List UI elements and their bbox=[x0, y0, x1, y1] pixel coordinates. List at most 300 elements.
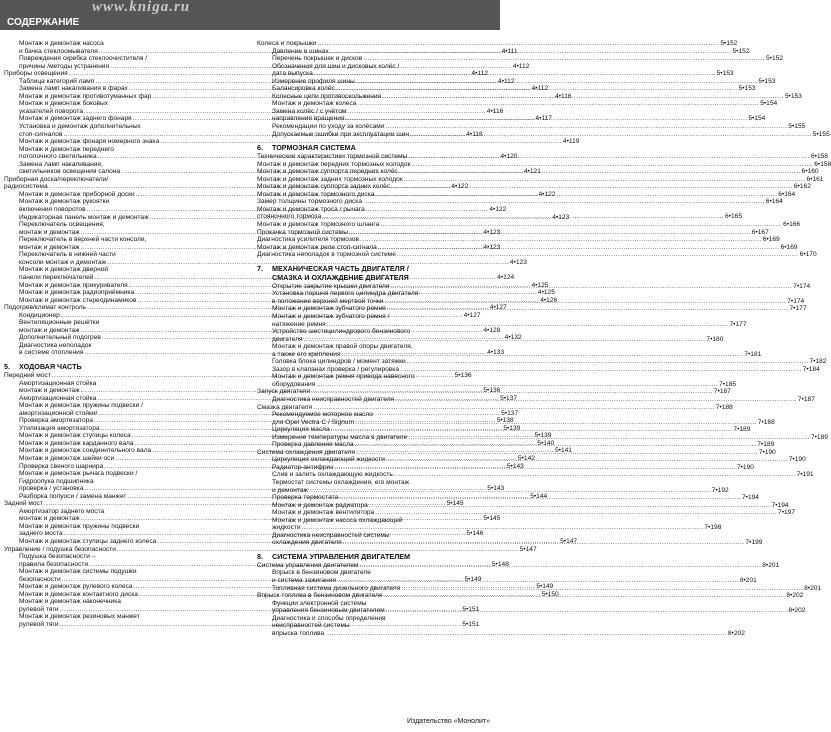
toc-entry-title: Циркуляция охлаждающей жидкости bbox=[272, 456, 385, 464]
toc-entry-page: 7•189 bbox=[757, 441, 775, 449]
toc-entry[interactable] bbox=[4, 568, 239, 576]
dot-leader bbox=[337, 577, 739, 585]
toc-entry-page: 7•190 bbox=[736, 463, 754, 471]
toc-entry-title: Рекомендации по уходу за колёсами bbox=[272, 123, 385, 131]
toc-entry-title: Монтаж и демонтаж передних тормозных колодок bbox=[257, 160, 411, 168]
toc-entry-title: Утилизация амортизатора bbox=[19, 424, 100, 432]
toc-entry-title: Рекомендуемое моторное масло bbox=[272, 411, 373, 419]
toc-entry-title: Диагностика неполадок в тормозной системе bbox=[257, 251, 396, 259]
toc-entry-page: 5•155 bbox=[788, 123, 806, 131]
toc-entry-page: 7•187 bbox=[797, 395, 815, 403]
toc-entry-page: 4•123 bbox=[552, 213, 570, 221]
toc-entry-title: рулевой тяги bbox=[19, 605, 59, 613]
toc-entry-title: потолочного светильника bbox=[19, 153, 97, 161]
section-title: СМАЗКА И ОХЛАЖДЕНИЕ ДВИГАТЕЛЯ bbox=[272, 272, 409, 282]
toc-entry-title: Подогрев/климат контроль bbox=[4, 304, 87, 312]
toc-entry[interactable] bbox=[257, 471, 814, 479]
toc-entry-title: консоли монтаж и демонтаж bbox=[19, 258, 107, 266]
toc-entry-title: двигателя bbox=[272, 335, 303, 343]
toc-entry-title: Колеса и покрышки bbox=[257, 40, 317, 47]
toc-entry-page: 4•128 bbox=[483, 326, 501, 334]
publisher-footer: Издательство «Монолит» bbox=[406, 718, 490, 725]
toc-entry[interactable] bbox=[4, 100, 239, 108]
toc-entry-title: Диагностика неисправностей системы bbox=[272, 531, 390, 539]
toc-entry-page: 5•147 bbox=[519, 545, 537, 553]
toc-entry[interactable] bbox=[257, 236, 780, 244]
toc-entry-title: Топливная система дизельного двигателя bbox=[272, 584, 401, 592]
toc-entry-title: Монтаж и демонтаж реле стоп-сигнала bbox=[257, 243, 377, 251]
toc-entry-title: монтаж и демонтаж bbox=[19, 326, 80, 334]
toc-entry[interactable] bbox=[4, 138, 580, 146]
toc-entry-title: Диагностика и способы определения bbox=[272, 614, 386, 622]
section-heading bbox=[257, 553, 492, 561]
toc-entry[interactable] bbox=[257, 63, 492, 71]
toc-entry[interactable] bbox=[4, 478, 239, 486]
dot-leader bbox=[331, 426, 733, 434]
toc-entry-page: 5•142 bbox=[517, 454, 535, 462]
toc-entry-page: 6•170 bbox=[799, 251, 817, 259]
toc-entry-title: заднего моста bbox=[19, 530, 63, 538]
toc-entry-page: 4•123 bbox=[509, 258, 527, 266]
toc-entry-page: 6•166 bbox=[783, 221, 801, 229]
toc-entry-title: Амортизационная стойка bbox=[19, 394, 97, 402]
dot-leader bbox=[325, 630, 727, 638]
page-header bbox=[0, 0, 500, 30]
toc-entry-title: Слив и залить охлаждающую жидкость bbox=[272, 471, 393, 479]
toc-entry-page: 4•116 bbox=[486, 107, 504, 115]
toc-entry-title: неисправностей системы bbox=[272, 622, 350, 630]
toc-entry-title: рулевой тяги bbox=[19, 621, 59, 629]
toc-entry[interactable] bbox=[257, 100, 778, 108]
toc-entry-page: 7•191 bbox=[796, 471, 814, 479]
toc-entry-page: 8•202 bbox=[727, 629, 745, 637]
dot-leader bbox=[394, 471, 796, 479]
toc-entry-title: Диагностика неисправностей двигателя bbox=[272, 395, 395, 403]
toc-entry-page: 4•127 bbox=[489, 304, 507, 312]
toc-entry[interactable] bbox=[257, 343, 492, 351]
toc-entry[interactable] bbox=[257, 328, 492, 336]
toc-entry-page: 5•144 bbox=[530, 492, 548, 500]
dot-leader bbox=[384, 592, 786, 600]
toc-entry-title: Монтаж и демонтаж системы подушки bbox=[19, 568, 137, 576]
toc-entry-page: 5•147 bbox=[560, 538, 578, 545]
toc-entry-title: Гидроопука подшипника bbox=[19, 477, 94, 485]
toc-entry-title: Монтаж и демонтаж насоса охлаждающей bbox=[272, 516, 403, 524]
toc-entry-page: 7•190 bbox=[758, 448, 776, 456]
toc-entry-title: и демонтаж bbox=[272, 486, 308, 494]
toc-entry-title: Приборная доска/переключатели/ bbox=[4, 175, 109, 183]
dot-leader bbox=[355, 441, 757, 449]
dot-leader bbox=[363, 55, 765, 63]
toc-entry-page: 5•143 bbox=[487, 485, 505, 493]
toc-entry-page: 4•122 bbox=[451, 183, 469, 191]
toc-entry[interactable] bbox=[4, 380, 239, 388]
toc-entry-title: Диагностика усилителя тормозов bbox=[257, 236, 359, 244]
toc-entry-page: 5•148 bbox=[491, 560, 509, 568]
toc-entry-title: Установка поршня первого цилиндра двигателя bbox=[272, 290, 419, 298]
toc-entry-title: Амортизационная стойка bbox=[19, 379, 97, 387]
toc-entry-page: 7•194 bbox=[742, 494, 759, 502]
toc-entry-page: 5•137 bbox=[500, 394, 518, 402]
toc-entry-title: Монтаж и демонтаж рукоятки bbox=[19, 198, 110, 206]
toc-entry[interactable] bbox=[257, 524, 722, 532]
section-number: 8. bbox=[257, 551, 263, 561]
toc-entry-title: Монтаж и демонтаж насоса bbox=[19, 40, 104, 47]
toc-entry-title: Устройство шестицилиндрового бензинового bbox=[272, 328, 411, 336]
toc-entry[interactable] bbox=[257, 40, 738, 48]
toc-entry[interactable] bbox=[257, 629, 745, 638]
toc-entry-title: Переключатель в нижней части bbox=[19, 251, 116, 259]
toc-entry-title: стояночного тормоза bbox=[257, 213, 322, 221]
toc-entry[interactable] bbox=[257, 517, 492, 525]
dot-leader bbox=[407, 358, 809, 366]
dot-leader bbox=[349, 229, 751, 237]
toc-entry-page: 4•123 bbox=[483, 243, 501, 251]
toc-entry-page: 6•169 bbox=[780, 243, 798, 251]
toc-entry[interactable] bbox=[257, 622, 492, 630]
toc-entry[interactable] bbox=[4, 266, 239, 274]
toc-entry-title: Измерение профиля шины bbox=[272, 77, 355, 85]
toc-entry-title: Колесные цепи противоскольжения bbox=[272, 92, 382, 100]
toc-entry-title: Замена ламп накаливания в фарах bbox=[19, 85, 128, 93]
toc-entry-page: 4•112 bbox=[531, 85, 549, 93]
toc-entry[interactable] bbox=[257, 130, 830, 139]
toc-entry-title: безопасности bbox=[19, 575, 61, 583]
toc-entry[interactable] bbox=[4, 402, 239, 410]
toc-entry[interactable] bbox=[257, 183, 811, 191]
toc-entry[interactable] bbox=[257, 569, 492, 577]
toc-entry-title: впрыска топлива bbox=[272, 629, 325, 637]
toc-entry-page: 4•112 bbox=[512, 62, 530, 70]
toc-entry-page: 4•112 bbox=[471, 70, 489, 78]
toc-entry-title: Монтаж и демонтаж суппорта задних колёс bbox=[257, 183, 391, 191]
toc-entry[interactable] bbox=[257, 123, 806, 131]
toc-entry-page: 7•189 bbox=[810, 433, 828, 441]
header-watermark: www.kniga.ru bbox=[92, 0, 191, 15]
toc-entry-page: 6•158 bbox=[814, 160, 831, 168]
toc-entry-page: 4•112 bbox=[498, 77, 515, 85]
toc-entry-title: Монтаж и демонтаж заднего фонаря bbox=[19, 115, 132, 123]
toc-entry-title: Монтаж и демонтаж прикуривателя bbox=[19, 281, 128, 289]
toc-entry-title: Монтаж и демонтаж пружины подвески bbox=[19, 522, 140, 530]
toc-entry-page: 5•143 bbox=[506, 462, 524, 470]
toc-entry-title: Монтаж и демонтаж ступицы колеса bbox=[19, 432, 131, 440]
toc-entry-title: Переключатель в верхней части консоли, bbox=[19, 236, 147, 244]
toc-entry-title: Монтаж и демонтаж зубчатого ремня bbox=[272, 305, 386, 313]
toc-entry[interactable] bbox=[257, 160, 831, 169]
toc-entry[interactable] bbox=[4, 198, 239, 206]
toc-entry[interactable] bbox=[257, 175, 824, 184]
toc-entry[interactable] bbox=[257, 55, 783, 63]
dot-leader bbox=[357, 100, 759, 108]
toc-entry-title: в положение верхней мертвой точки bbox=[272, 297, 384, 305]
toc-entry-page: 4•126 bbox=[540, 296, 558, 304]
dot-leader bbox=[369, 502, 771, 510]
toc-entry-page: 5•154 bbox=[760, 100, 778, 108]
toc-entry-title: Переключатель освещения, bbox=[19, 221, 105, 229]
toc-entry-title: Подушка безопасности – bbox=[19, 553, 96, 561]
toc-entry-title: Монтаж и демонтаж рычага подвески / bbox=[19, 470, 138, 478]
toc-entry[interactable] bbox=[257, 365, 820, 374]
toc-entry[interactable] bbox=[4, 123, 239, 131]
toc-entry-page: 4•132 bbox=[504, 334, 522, 342]
toc-entry[interactable] bbox=[257, 607, 806, 615]
toc-entry[interactable] bbox=[4, 40, 239, 48]
dot-leader bbox=[401, 585, 803, 593]
toc-entry-title: Монтаж и демонтаж тормозного шланга bbox=[257, 221, 380, 229]
toc-entry-title: радиосистема bbox=[4, 183, 48, 191]
toc-entry-page: 4•122 bbox=[489, 206, 507, 214]
toc-entry-page: 4•127 bbox=[463, 311, 481, 319]
toc-entry[interactable] bbox=[4, 176, 239, 184]
toc-entry[interactable] bbox=[257, 313, 492, 321]
toc-entry[interactable] bbox=[257, 251, 817, 259]
toc-entry-title: амортизационной стойки/ bbox=[19, 409, 98, 417]
toc-entry[interactable] bbox=[4, 508, 239, 516]
toc-entry-title: Монтаж и демонтаж ступицы заднего колеса bbox=[19, 538, 157, 545]
dot-leader bbox=[411, 161, 813, 169]
toc-entry[interactable] bbox=[257, 532, 492, 540]
dot-leader bbox=[346, 115, 748, 123]
dot-leader bbox=[375, 509, 777, 517]
dot-leader bbox=[384, 298, 786, 306]
toc-entry[interactable] bbox=[257, 411, 492, 419]
toc-entry-title: включения поворотов bbox=[19, 206, 86, 214]
toc-entry-title: Индикаторная панель монтаж и демонтаж bbox=[19, 213, 149, 221]
toc-entry-page: 5•153 bbox=[758, 77, 776, 85]
toc-entry-title: охлаждения двигателя bbox=[272, 539, 342, 547]
toc-entry-title: Монтаж и демонтаж задних тормозных колодок bbox=[257, 175, 403, 183]
toc-entry-title: Функции электронной системы bbox=[272, 599, 367, 607]
toc-entry-title: Монтаж и демонтаж правой опоры двигателя, bbox=[272, 343, 413, 351]
toc-entry-page: 7•197 bbox=[778, 509, 796, 517]
toc-entry-title: Открытие закрытие крышки двигателя bbox=[272, 282, 390, 290]
toc-entry[interactable] bbox=[4, 319, 239, 327]
toc-entry-title: Впрыск в бензиновом двигателе bbox=[272, 569, 371, 577]
toc-entry-page: 7•188 bbox=[757, 418, 775, 426]
section-heading bbox=[257, 274, 492, 282]
toc-entry-page: 7•177 bbox=[729, 320, 747, 328]
toc-entry[interactable] bbox=[257, 380, 737, 389]
toc-entry-title: Установка и демонтаж дополнительных bbox=[19, 123, 141, 131]
toc-entry[interactable] bbox=[257, 198, 783, 206]
toc-entry-page: 7•192 bbox=[711, 486, 729, 494]
toc-entry[interactable] bbox=[4, 251, 239, 259]
toc-entry-title: панели переключателей bbox=[19, 273, 94, 281]
section-title: ТОРМОЗНАЯ СИСТЕМА bbox=[272, 143, 356, 153]
toc-entry-title: Смазка двигателя bbox=[257, 403, 313, 411]
toc-entry[interactable] bbox=[4, 545, 537, 554]
toc-entry-title: Монтаж и демонтаж колеса bbox=[272, 100, 357, 108]
section-heading bbox=[4, 363, 239, 371]
toc-entry-page: 7•181 bbox=[744, 350, 762, 358]
toc-entry-page: 5•146 bbox=[466, 530, 484, 538]
toc-entry[interactable] bbox=[257, 479, 492, 487]
toc-entry[interactable] bbox=[257, 320, 747, 329]
dot-leader bbox=[387, 305, 789, 313]
toc-entry-title: Проверка амортизатора bbox=[19, 417, 93, 425]
toc-entry-title: Повреждения скребка стеклоочистителя / bbox=[19, 55, 148, 63]
toc-entry-title: Циркуляция масла bbox=[272, 426, 330, 434]
toc-entry-title: Монтаж и демонтаж соединительного вала bbox=[19, 447, 152, 455]
toc-entry-page: 5•139 bbox=[503, 424, 521, 432]
dot-leader bbox=[408, 153, 810, 161]
toc-entry[interactable] bbox=[4, 146, 239, 154]
toc-entry-title: Проверка свеного шарнира bbox=[19, 462, 104, 470]
toc-entry-title: Впрыск топлива в бензиновом двигателе bbox=[257, 592, 383, 600]
toc-entry-title: Монтаж и демонтаж радиоприёмника bbox=[19, 289, 135, 297]
toc-entry-page: 8•201 bbox=[739, 577, 757, 584]
toc-entry-page: 5•145 bbox=[446, 500, 464, 508]
toc-entry-title: Монтаж и демонтаж стереодинамиков bbox=[19, 296, 137, 304]
dot-leader bbox=[334, 464, 736, 472]
toc-entry-title: Приборы освещения bbox=[4, 70, 68, 78]
dot-leader bbox=[400, 366, 802, 374]
dot-leader bbox=[314, 70, 716, 78]
toc-entry-title: Замена ламп накаливания, bbox=[19, 160, 103, 168]
dot-leader bbox=[360, 236, 762, 244]
toc-entry-title: Монтаж и демонтаж пружины подвески / bbox=[19, 402, 143, 410]
toc-entry-title: Монтаж и демонтаж противотуманных фар bbox=[19, 92, 152, 100]
dot-leader bbox=[410, 131, 812, 139]
page-title: СОДЕРЖАНИЕ bbox=[7, 17, 80, 28]
section-number bbox=[257, 274, 272, 282]
section-number: 6. bbox=[257, 143, 263, 153]
toc-entry-page: 4•125 bbox=[537, 289, 555, 297]
toc-entry-page: 4•125 bbox=[531, 281, 549, 289]
toc-entry-title: указателей поворота bbox=[19, 107, 84, 115]
toc-entry[interactable] bbox=[257, 108, 492, 116]
dot-leader bbox=[356, 78, 758, 86]
toc-entry-title: Монтаж и демонтаж боковых bbox=[19, 100, 109, 108]
toc-entry-title: оборудования bbox=[272, 380, 316, 388]
toc-entry[interactable] bbox=[257, 373, 492, 381]
toc-entry-page: 7•189 bbox=[733, 426, 751, 434]
toc-entry[interactable] bbox=[4, 598, 239, 606]
dot-leader bbox=[391, 183, 793, 191]
toc-entry[interactable] bbox=[4, 55, 239, 63]
toc-entry-page: 7•185 bbox=[719, 380, 737, 388]
dot-leader bbox=[404, 176, 806, 184]
toc-entry-title: и бачка стеклоомывателя bbox=[19, 47, 98, 55]
toc-entry-title: Монтаж и демонтаж наконечника bbox=[19, 598, 121, 606]
toc-entry-page: 5•154 bbox=[748, 115, 766, 123]
toc-entry[interactable] bbox=[4, 613, 239, 621]
toc-entry-title: и система зажигания bbox=[272, 577, 337, 584]
toc-entry[interactable] bbox=[257, 290, 492, 298]
toc-entry[interactable] bbox=[257, 221, 801, 229]
toc-entry[interactable] bbox=[4, 221, 239, 229]
toc-entry[interactable] bbox=[257, 577, 757, 585]
toc-entry[interactable] bbox=[4, 523, 239, 531]
toc-entry-title: Таблица категорий ламп bbox=[19, 77, 95, 85]
toc-entry-page: 8•201 bbox=[804, 584, 822, 592]
toc-entry-title: Радиатор-антифриз bbox=[272, 463, 334, 471]
toc-entry-title: Монтаж и демонтаж шейки оси bbox=[19, 454, 115, 462]
toc-entry-page: 7•174 bbox=[793, 282, 811, 290]
dot-leader bbox=[378, 244, 780, 252]
toc-entry-title: Амортизатор заднего моста bbox=[19, 507, 105, 515]
toc-entry-page: 6•158 bbox=[811, 153, 828, 161]
toc-entry-page: 5•138 bbox=[496, 417, 514, 425]
toc-entry-page: 7•177 bbox=[789, 305, 807, 313]
toc-entry-title: Монтаж и демонтаж резиновых манжет bbox=[19, 613, 140, 621]
toc-entry[interactable] bbox=[257, 206, 492, 214]
toc-entry-page: 5•136 bbox=[454, 371, 472, 379]
toc-entry[interactable] bbox=[257, 501, 789, 510]
toc-entry[interactable] bbox=[4, 342, 239, 350]
dot-leader bbox=[327, 321, 729, 329]
toc-entry[interactable] bbox=[257, 358, 827, 366]
toc-entry-page: 5•152 bbox=[765, 55, 783, 63]
toc-entry-page: 7•180 bbox=[706, 335, 724, 343]
toc-entry-page: 8•202 bbox=[786, 592, 804, 600]
toc-entry[interactable] bbox=[4, 161, 239, 169]
toc-entry-page: 6•164 bbox=[765, 198, 783, 206]
section-number: 7. bbox=[257, 263, 263, 273]
toc-entry[interactable] bbox=[257, 509, 796, 517]
toc-entry-page: 5•151 bbox=[462, 621, 480, 629]
toc-entry-title: Управление / подушка безопасности bbox=[4, 545, 116, 553]
toc-entry[interactable] bbox=[4, 236, 239, 244]
dot-leader bbox=[355, 419, 757, 427]
toc-entry[interactable] bbox=[257, 403, 733, 412]
toc-entry-title: причины /методы устранения bbox=[19, 62, 110, 70]
dot-leader bbox=[395, 396, 797, 404]
toc-entry-page: 5•152 bbox=[732, 47, 750, 55]
section-title: СИСТЕМА УПРАВЛЕНИЯ ДВИГАТЕЛЕМ bbox=[272, 551, 411, 561]
toc-entry-title: Проверка термостата bbox=[272, 494, 339, 502]
toc-entry[interactable] bbox=[4, 553, 239, 561]
toc-entry-title: Зазор в клапанах проверка / регулировка bbox=[272, 365, 399, 373]
toc-entry-title: Монтаж и демонтаж тормозного диска bbox=[257, 190, 375, 198]
toc-entry-page: 5•153 bbox=[738, 85, 756, 93]
toc-entry-page: 5•152 bbox=[720, 40, 738, 47]
dot-leader bbox=[336, 85, 738, 93]
toc-entry-page: 4•123 bbox=[483, 228, 501, 236]
toc-entry-page: 6•160 bbox=[801, 168, 819, 176]
toc-entry-page: 4•116 bbox=[555, 92, 572, 100]
toc-entry-page: 5•137 bbox=[501, 409, 519, 417]
dot-leader bbox=[408, 434, 810, 442]
section-title: ХОДОВАЯ ЧАСТЬ bbox=[19, 361, 82, 371]
dot-leader bbox=[318, 40, 720, 48]
toc-entry-title: монтаж и демонтаж bbox=[19, 515, 80, 523]
toc-entry-title: Дополнительный подогрев bbox=[19, 334, 101, 342]
toc-entry-title: Балансировка колёс bbox=[272, 85, 335, 93]
toc-entry-title: Монтаж и демонтаж контактного диска bbox=[19, 590, 138, 598]
toc-entry-page: 6•167 bbox=[751, 228, 769, 236]
toc-entry-title: Система управления двигателем bbox=[257, 561, 359, 569]
toc-entry-title: Монтаж и демонтаж карданного вала bbox=[19, 439, 134, 447]
toc-entry-page: 5•153 bbox=[716, 70, 734, 78]
section-heading bbox=[257, 144, 492, 152]
toc-entry[interactable] bbox=[257, 70, 734, 78]
toc-entry[interactable] bbox=[4, 470, 239, 478]
toc-entry-title: Технические характеристики тормозной системы bbox=[257, 153, 408, 161]
dot-leader bbox=[386, 607, 788, 615]
toc-entry-page: 5•150 bbox=[541, 590, 559, 598]
dot-leader bbox=[343, 539, 745, 547]
dot-leader bbox=[386, 123, 788, 131]
dot-leader bbox=[309, 487, 711, 495]
toc-entry-title: Замер толщины тормозного диска bbox=[257, 198, 363, 206]
toc-entry-title: Давление в шинах bbox=[272, 47, 329, 55]
toc-entry-page: 8•201 bbox=[762, 561, 780, 569]
toc-entry-title: направления вращения bbox=[272, 115, 345, 123]
toc-entry-title: монтаж и демонтаж bbox=[19, 243, 80, 251]
toc-entry-title: в системе отопления bbox=[19, 349, 84, 357]
